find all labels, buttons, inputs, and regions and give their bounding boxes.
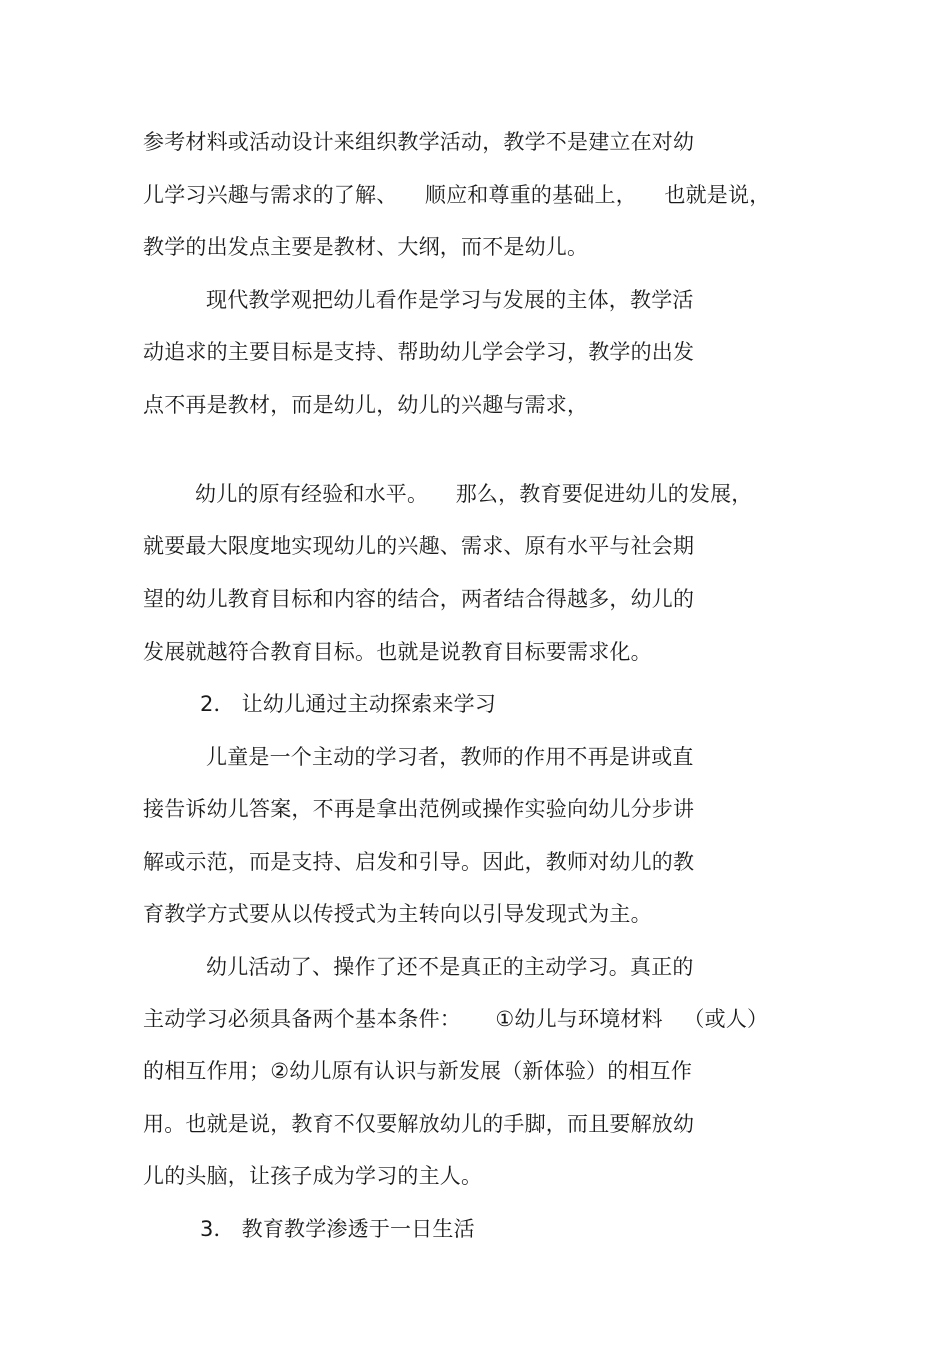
text-line-10: 发展就越符合教育目标。也就是说教育目标要需求化。: [143, 640, 652, 664]
text-line-16: 幼儿活动了、操作了还不是真正的主动学习。真正的: [206, 955, 694, 979]
text-line-8: 就要最大限度地实现幼儿的兴趣、需求、原有水平与社会期: [143, 534, 695, 558]
text-line-15: 育教学方式要从以传授式为主转向以引导发现式为主。: [143, 902, 652, 926]
text-line-5: 动追求的主要目标是支持、帮助幼儿学会学习，教学的出发: [143, 340, 695, 364]
text-line-7: 幼儿的原有经验和水平。 那么，教育要促进幼儿的发展，: [195, 482, 753, 506]
text-line-14: 解或示范，而是支持、启发和引导。因此，教师对幼儿的教: [143, 850, 695, 874]
text-line-3: 教学的出发点主要是教材、大纲，而不是幼儿。: [143, 235, 589, 259]
text-line-4: 现代教学观把幼儿看作是学习与发展的主体，教学活: [206, 288, 694, 312]
text-line-19: 用。也就是说，教育不仅要解放幼儿的手脚，而且要解放幼: [143, 1112, 695, 1136]
text-line-1: 参考材料或活动设计来组织教学活动，教学不是建立在对幼: [143, 130, 695, 154]
text-line-17: 主动学习必须具备两个基本条件： ①幼儿与环境材料 （或人）: [143, 1007, 769, 1031]
text-line-18: 的相互作用；②幼儿原有认识与新发展（新体验）的相互作: [143, 1059, 693, 1083]
text-line-9: 望的幼儿教育目标和内容的结合，两者结合得越多，幼儿的: [143, 587, 695, 611]
text-line-6: 点不再是教材，而是幼儿，幼儿的兴趣与需求，: [143, 393, 589, 417]
text-line-12: 儿童是一个主动的学习者，教师的作用不再是讲或直: [206, 745, 694, 769]
section-heading-3: 3． 教育教学渗透于一日生活: [200, 1217, 475, 1241]
section-heading-2: 2． 让幼儿通过主动探索来学习: [200, 692, 497, 716]
text-line-20: 儿的头脑，让孩子成为学习的主人。: [143, 1164, 483, 1188]
text-line-13: 接告诉幼儿答案，不再是拿出范例或操作实验向幼儿分步讲: [143, 797, 695, 821]
text-line-2: 儿学习兴趣与需求的了解、 顺应和尊重的基础上， 也就是说，: [143, 183, 771, 207]
